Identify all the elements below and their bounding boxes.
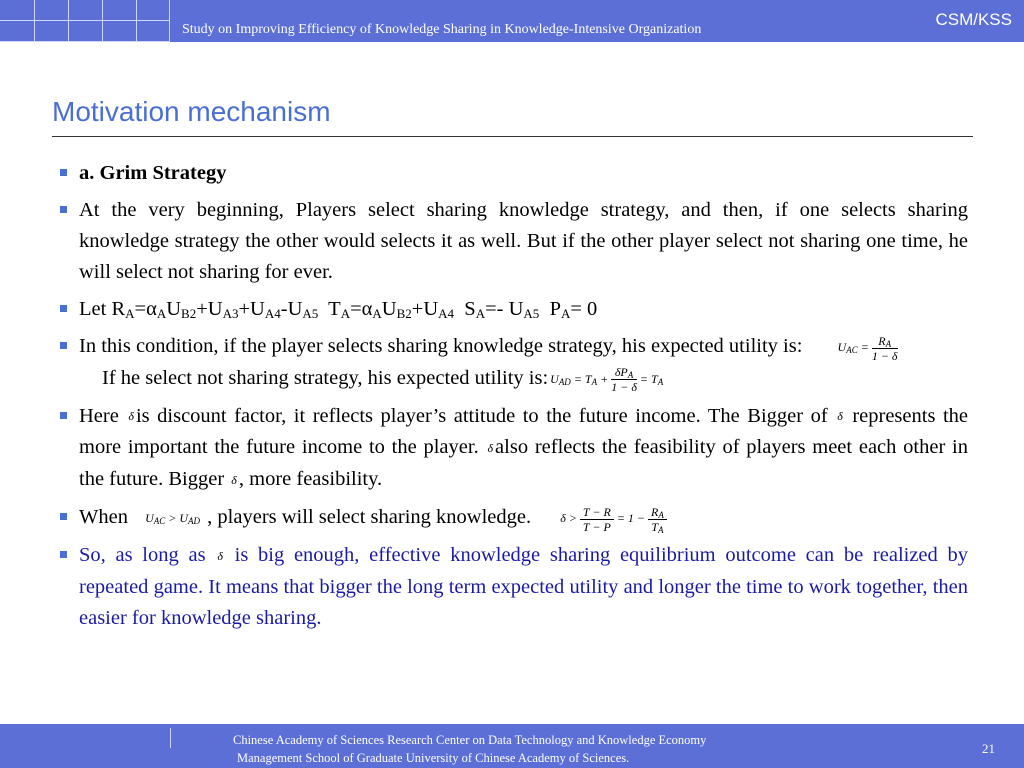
bullet-let-definitions: Let $R_A=\alpha_AU_{B2}+U_{A3}+U_{A4}-U_{A5}$ $T_A=\alpha_AU_{B2}+U_{A4}$ $S_A=-$ $U_{A5}$ $P_A= 0$ — [60, 294, 968, 325]
slide-title: Motivation mechanism — [52, 96, 331, 127]
delta-symbol: δ — [487, 441, 494, 456]
delta-symbol: δ — [128, 409, 134, 424]
bullet-square-icon — [60, 551, 67, 558]
bullet-heading: a. Grim Strategy — [79, 162, 227, 184]
bullet-square-icon — [60, 169, 67, 176]
utility-ac-equation: $U_{AC}$ = $\frac{R_A}{1 - \delta}$ — [837, 333, 898, 363]
delta-threshold-equation: δ > $\frac{T - R}{T - P}$ = 1 − $\frac{R_A}{T_A}$ — [560, 503, 667, 534]
bullet-when-condition: When $U_{AC} > U_{AD}$ , players will select sharing knowledge. δ > $\frac{T - R}{T - P}$ = 1 − $\frac{R_A}{T_A}$ — [60, 502, 968, 534]
bullet-text: In this condition, if the player selects sharing knowledge strategy, his expected utility is: — [79, 335, 803, 357]
footer-institution-line2: Management School of Graduate University of Chinese Academy of Sciences. — [237, 751, 630, 765]
footer-divider — [170, 728, 171, 748]
title-divider — [52, 136, 973, 137]
bullet-discount-factor: Here δis discount factor, it reflects player’s attitude to the future income. The Bigger of δ represents the more important the future income to the player. δalso reflects the feasibility of players meet each other in the future. Bigger δ, more feasibility. — [60, 401, 968, 496]
slide-body — [60, 158, 968, 640]
bullet-grim-strategy — [60, 158, 968, 189]
header-code: CSM/KSS — [935, 10, 1012, 29]
not-sharing-text: If he select not sharing strategy, his expected utility is: — [102, 366, 549, 389]
bullet-square-icon — [60, 206, 67, 213]
not-sharing-utility-line — [60, 363, 968, 395]
footer-bar — [0, 724, 1024, 768]
inequality-equation: $U_{AC} > U_{AD}$ — [145, 510, 201, 526]
bullet-conclusion: So, as long as δ is big enough, effective knowledge sharing equilibrium outcome can be realized by repeated game. It means that bigger the long term expected utility and longer the time to work together, then easier for knowledge sharing. — [60, 540, 968, 634]
utility-ad-equation: $U_{AD} = T_A$ + $\frac{\delta P_A}{1 - \delta}$ = $T_A$ — [550, 365, 664, 395]
bullet-sharing-utility — [60, 331, 968, 363]
header-bar — [0, 0, 1024, 42]
bullet-square-icon — [60, 513, 67, 520]
delta-symbol: δ — [231, 472, 237, 487]
bullet-square-icon — [60, 412, 67, 419]
bullet-square-icon — [60, 305, 67, 312]
page-number: 21 — [982, 741, 995, 756]
delta-symbol: δ — [837, 409, 843, 424]
delta-symbol: δ — [217, 548, 223, 563]
header-grid-decoration — [0, 0, 170, 42]
bullet-strategy-description — [60, 195, 968, 288]
bullet-square-icon — [60, 342, 67, 349]
footer-institution-line1: Chinese Academy of Sciences Research Center on Data Technology and Knowledge Economy — [233, 733, 707, 747]
bullet-text: At the very beginning, Players select sharing knowledge strategy, and then, if one selects sharing knowledge strategy the other would selects it as well. But if the other player select not sharing one time, he will select not sharing for ever. — [79, 199, 968, 283]
header-title: Study on Improving Efficiency of Knowledge Sharing in Knowledge-Intensive Organization — [182, 22, 702, 37]
